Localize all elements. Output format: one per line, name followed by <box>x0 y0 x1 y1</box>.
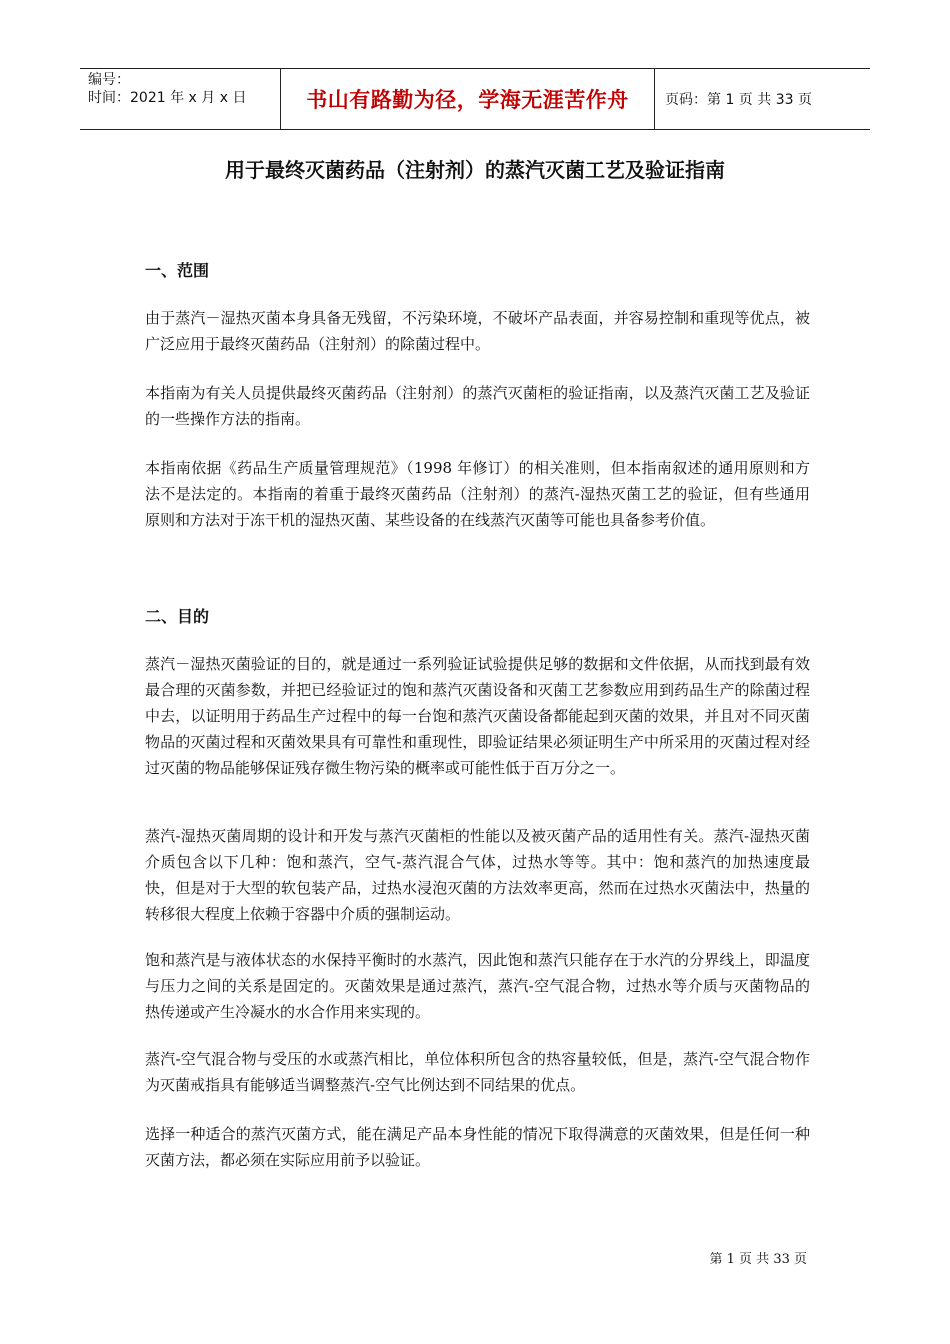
paragraph: 蒸汽-湿热灭菌周期的设计和开发与蒸汽灭菌柜的性能以及被灭菌产品的适用性有关。蒸汽-湿热灭菌介质包含以下几种：饱和蒸汽，空气-蒸汽混合气体，过热水等等。其中：饱和蒸汽的加热速度最快，但是对于大型的软包装产品，过热水浸泡灭菌的方法效率更高，然而在过热水灭菌法中，热量的转移很大程度上依赖于容器中介质的强制运动。 <box>145 827 810 923</box>
paragraph: 饱和蒸汽是与液体状态的水保持平衡时的水蒸汽，因此饱和蒸汽只能存在于水汽的分界线上，即温度与压力之间的关系是固定的。灭菌效果是通过蒸汽，蒸汽-空气混合物，过热水等介质与灭菌物品的热传递或产生冷凝水的水合作用来实现的。 <box>145 951 810 1021</box>
paragraph: 蒸汽－湿热灭菌验证的目的，就是通过一系列验证试验提供足够的数据和文件依据，从而找到最有效最合理的灭菌参数，并把已经验证过的饱和蒸汽灭菌设备和灭菌工艺参数应用到药品生产的除菌过程中去，以证明用于药品生产过程中的每一台饱和蒸汽灭菌设备都能起到灭菌的效果，并且对不同灭菌物品的灭菌过程和灭菌效果具有可靠性和重现性，即验证结果必须证明生产中所采用的灭菌过程对经过灭菌的物品能够保证残存微生物污染的概率或可能性低于百万分之一。 <box>145 655 810 777</box>
footer-page-number: 第 1 页 共 33 页 <box>709 1252 807 1267</box>
header-page-number: 页码：第 1 页 共 33 页 <box>665 92 812 108</box>
paragraph: 本指南依据《药品生产质量管理规范》（1998 年修订）的相关准则，但本指南叙述的通用原则和方法不是法定的。本指南的着重于最终灭菌药品（注射剂）的蒸汽-湿热灭菌工艺的验证，但有些通用原则和方法对于冻干机的湿热灭菌、某些设备的在线蒸汽灭菌等可能也具备参考价值。 <box>145 459 810 529</box>
paragraph: 蒸汽-空气混合物与受压的水或蒸汽相比，单位体积所包含的热容量较低，但是，蒸汽-空气混合物作为灭菌戒指具有能够适当调整蒸汽-空气比例达到不同结果的优点。 <box>145 1050 810 1094</box>
section-heading-purpose: 二、目的 <box>145 607 210 626</box>
document-number-label: 编号： <box>88 72 130 88</box>
document-title: 用于最终灭菌药品（注射剂）的蒸汽灭菌工艺及验证指南 <box>225 158 725 182</box>
paragraph: 本指南为有关人员提供最终灭菌药品（注射剂）的蒸汽灭菌柜的验证指南，以及蒸汽灭菌工艺及验证的一些操作方法的指南。 <box>145 384 810 428</box>
document-date-label: 时间：2021 年 x 月 x 日 <box>88 90 247 106</box>
paragraph: 由于蒸汽－湿热灭菌本身具备无残留，不污染环境，不破坏产品表面，并容易控制和重现等优点，被广泛应用于最终灭菌药品（注射剂）的除菌过程中。 <box>145 309 810 353</box>
paragraph: 选择一种适合的蒸汽灭菌方式，能在满足产品本身性能的情况下取得满意的灭菌效果，但是任何一种灭菌方法，都必须在实际应用前予以验证。 <box>145 1125 810 1169</box>
header-motto: 书山有路勤为径，学海无涯苦作舟 <box>280 69 655 129</box>
page-header <box>80 68 870 130</box>
header-meta <box>80 69 280 129</box>
section-heading-scope: 一、范围 <box>145 261 210 280</box>
